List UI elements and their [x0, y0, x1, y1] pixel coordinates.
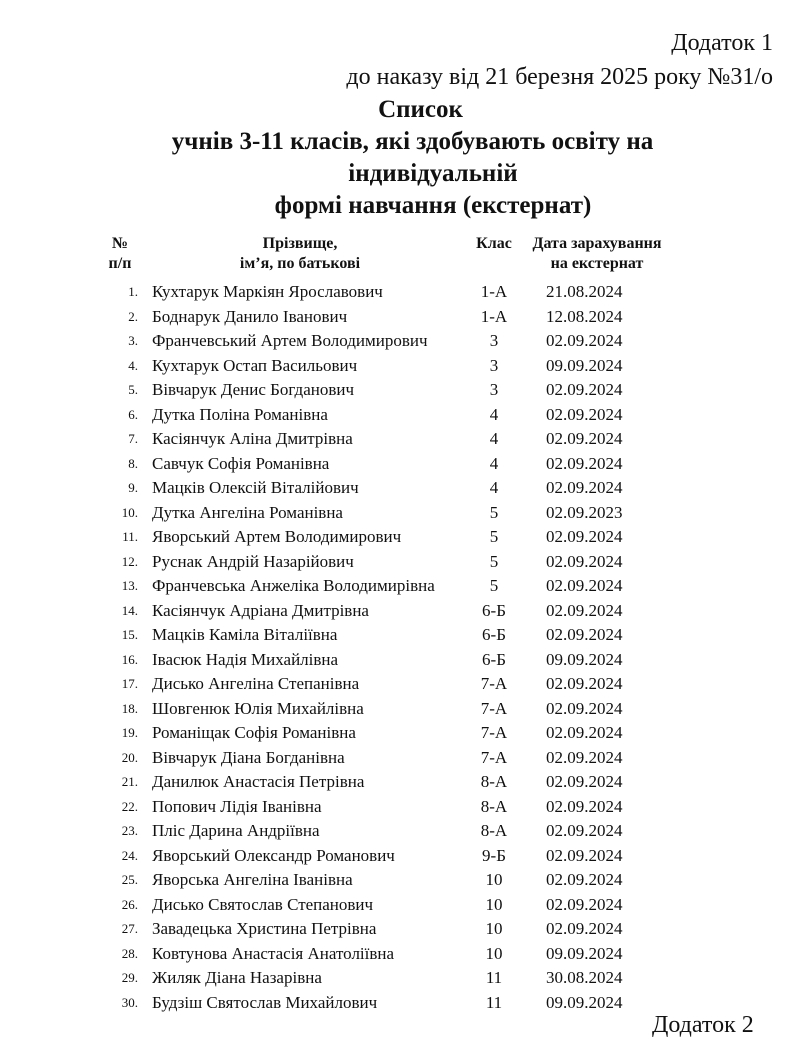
row-number: 10. [121, 504, 138, 520]
student-name: Данилюк Анастасія Петрівна [152, 772, 365, 791]
student-class: 7-А [480, 723, 508, 742]
enrollment-date: 02.09.2024 [546, 723, 623, 742]
table-row [0, 942, 811, 967]
header-date-line-1: Дата зарахування [532, 235, 662, 252]
row-number: 30. [121, 994, 138, 1010]
student-name: Жиляк Діана Назарівна [152, 968, 322, 987]
header-date-line-2: на екстернат [550, 255, 644, 272]
student-name: Шовгенюк Юлія Михайлівна [152, 698, 364, 718]
row-number: 16. [121, 651, 138, 667]
student-class: 4 [489, 453, 499, 473]
student-name: Пліс Дарина Андріївна [152, 821, 320, 840]
table-row [0, 844, 811, 869]
enrollment-date: 02.09.2024 [546, 600, 623, 620]
student-class: 7-А [480, 698, 508, 718]
table-row [0, 280, 811, 305]
student-name: Касіянчук Аліна Дмитрівна [152, 429, 353, 448]
student-list [0, 280, 811, 1015]
student-class: 11 [485, 968, 503, 987]
row-number: 17. [121, 676, 138, 691]
row-number: 23. [121, 823, 138, 838]
student-name: Ковтунова Анастасія Анатоліївна [152, 943, 395, 963]
table-row [0, 819, 811, 844]
student-class: 1-А [480, 282, 508, 301]
title-line-1: учнів 3-11 класів, які здобувають освіту на [171, 128, 654, 155]
row-number: 9. [128, 480, 138, 495]
student-class: 9-Б [482, 845, 506, 865]
header-class: Клас [476, 235, 512, 252]
table-row [0, 623, 811, 648]
table-row [0, 525, 811, 550]
enrollment-date: 09.09.2024 [546, 355, 623, 375]
table-row [0, 427, 811, 452]
row-number: 28. [121, 945, 138, 961]
row-number: 27. [121, 921, 138, 936]
enrollment-date: 09.09.2024 [546, 943, 623, 963]
student-class: 11 [485, 992, 503, 1012]
table-row [0, 697, 811, 722]
header-number [98, 234, 142, 274]
student-name: Яворська Ангеліна Іванівна [152, 870, 353, 889]
row-number: 2. [128, 308, 138, 324]
row-number: 14. [121, 602, 138, 618]
student-class: 10 [485, 870, 503, 889]
header-name-line-1: Прізвище, [262, 235, 338, 252]
student-name: Завадецька Христина Петрівна [152, 919, 377, 938]
student-name: Руснак Андрій Назарійович [152, 551, 354, 571]
table-row [0, 329, 811, 354]
enrollment-date: 02.09.2023 [546, 502, 623, 522]
table-row [0, 746, 811, 771]
student-class: 1-А [480, 306, 508, 326]
enrollment-date: 02.09.2024 [546, 845, 623, 865]
student-name: Кухтарук Остап Васильович [152, 355, 358, 375]
student-class: 6-Б [482, 600, 506, 620]
row-number: 3. [128, 333, 138, 348]
student-class: 8-А [480, 821, 508, 840]
student-class: 7-А [480, 747, 508, 767]
row-number: 29. [121, 970, 138, 985]
row-number: 25. [121, 872, 138, 887]
title-line-3: формі навчання (екстернат) [274, 192, 592, 219]
student-name: Івасюк Надія Михайлівна [152, 649, 339, 669]
enrollment-date: 02.09.2024 [546, 404, 623, 424]
student-name: Франчевський Артем Володимирович [152, 331, 428, 350]
enrollment-date: 02.09.2024 [546, 527, 623, 546]
table-row [0, 672, 811, 697]
student-name: Дисько Ангеліна Степанівна [152, 674, 360, 693]
student-class: 10 [485, 943, 503, 963]
table-row [0, 770, 811, 795]
table-row [0, 721, 811, 746]
student-name: Дутка Ангеліна Романівна [152, 502, 343, 522]
student-name: Савчук Софія Романівна [152, 453, 330, 473]
student-name: Боднарук Данило Іванович [152, 306, 348, 326]
enrollment-date: 02.09.2024 [546, 698, 623, 718]
enrollment-date: 02.09.2024 [546, 919, 623, 938]
student-name: Кухтарук Маркіян Ярославович [152, 282, 383, 301]
table-row [0, 403, 811, 428]
enrollment-date: 02.09.2024 [546, 576, 623, 595]
student-class: 6-Б [482, 649, 506, 669]
enrollment-date: 02.09.2024 [546, 772, 623, 791]
student-name: Дутка Поліна Романівна [152, 404, 328, 424]
table-row [0, 476, 811, 501]
student-name: Яворський Артем Володимирович [152, 527, 402, 546]
header-name [150, 234, 450, 274]
student-name: Дисько Святослав Степанович [152, 894, 374, 914]
enrollment-date: 02.09.2024 [546, 429, 623, 448]
student-name: Мацків Каміла Віталіївна [152, 625, 338, 644]
table-row [0, 917, 811, 942]
student-name: Романіщак Софія Романівна [152, 723, 356, 742]
enrollment-date: 12.08.2024 [546, 306, 623, 326]
row-number: 26. [121, 896, 138, 912]
table-row [0, 868, 811, 893]
row-number: 18. [121, 700, 138, 716]
row-number: 22. [121, 798, 138, 814]
student-class: 7-А [480, 674, 508, 693]
enrollment-date: 02.09.2024 [546, 380, 623, 399]
table-row [0, 305, 811, 330]
row-number: 7. [128, 431, 138, 446]
row-number: 11. [122, 529, 138, 544]
student-class: 5 [489, 527, 499, 546]
table-row [0, 501, 811, 526]
row-number: 4. [128, 357, 138, 373]
row-number: 15. [121, 627, 138, 642]
student-class: 5 [489, 551, 499, 571]
table-row [0, 452, 811, 477]
enrollment-date: 02.09.2024 [546, 894, 623, 914]
student-class: 10 [485, 919, 503, 938]
enrollment-date: 21.08.2024 [546, 282, 623, 301]
table-row [0, 574, 811, 599]
enrollment-date: 02.09.2024 [546, 821, 623, 840]
student-class: 3 [489, 331, 499, 350]
enrollment-date: 02.09.2024 [546, 625, 623, 644]
enrollment-date: 02.09.2024 [546, 747, 623, 767]
enrollment-date: 02.09.2024 [546, 674, 623, 693]
row-number: 8. [128, 455, 138, 471]
student-class: 5 [489, 576, 499, 595]
student-name: Касіянчук Адріана Дмитрівна [152, 600, 369, 620]
table-row [0, 378, 811, 403]
student-class: 8-А [480, 772, 508, 791]
order-reference: до наказу від 21 березня 2025 року №31/о [346, 64, 773, 90]
student-name: Будзіш Святослав Михайлович [152, 992, 378, 1012]
document-title [0, 94, 811, 222]
row-number: 20. [121, 749, 138, 765]
row-number: 12. [121, 553, 138, 569]
header-number-line-1: № [111, 235, 129, 252]
student-class: 3 [489, 355, 499, 375]
row-number: 19. [121, 725, 138, 740]
enrollment-date: 02.09.2024 [546, 551, 623, 571]
appendix-label: Додаток 1 [671, 30, 773, 56]
student-name: Вівчарук Діана Богданівна [152, 747, 345, 767]
student-class: 4 [489, 404, 499, 424]
table-row [0, 354, 811, 379]
title-heading: Список [378, 96, 463, 123]
header-name-line-2: ім’я, по батькові [239, 255, 361, 272]
row-number: 6. [128, 406, 138, 422]
title-line-2: індивідуальній [348, 160, 518, 187]
student-name: Яворський Олександр Романович [152, 845, 395, 865]
enrollment-date: 02.09.2024 [546, 331, 623, 350]
student-name: Попович Лідія Іванівна [152, 796, 322, 816]
student-name: Мацків Олексій Віталійович [152, 478, 359, 497]
table-row [0, 550, 811, 575]
student-class: 6-Б [482, 625, 506, 644]
table-row [0, 893, 811, 918]
row-number: 1. [128, 284, 138, 299]
table-row [0, 795, 811, 820]
table-row [0, 599, 811, 624]
student-name: Франчевська Анжеліка Володимирівна [152, 576, 435, 595]
row-number: 5. [128, 382, 138, 397]
student-class: 4 [489, 478, 499, 497]
table-row [0, 966, 811, 991]
enrollment-date: 02.09.2024 [546, 453, 623, 473]
next-page-fragment: Додаток 2 [652, 1012, 754, 1038]
student-class: 3 [489, 380, 499, 399]
student-class: 8-А [480, 796, 508, 816]
row-number: 21. [121, 774, 138, 789]
table-row [0, 648, 811, 673]
student-class: 4 [489, 429, 499, 448]
enrollment-date: 30.08.2024 [546, 968, 623, 987]
enrollment-date: 02.09.2024 [546, 796, 623, 816]
enrollment-date: 02.09.2024 [546, 478, 623, 497]
enrollment-date: 09.09.2024 [546, 992, 623, 1012]
student-class: 5 [489, 502, 499, 522]
student-name: Вівчарук Денис Богданович [152, 380, 355, 399]
enrollment-date: 09.09.2024 [546, 649, 623, 669]
header-number-line-2: п/п [108, 255, 132, 272]
enrollment-date: 02.09.2024 [546, 870, 623, 889]
row-number: 24. [121, 847, 138, 863]
student-class: 10 [485, 894, 503, 914]
header-date [515, 234, 679, 274]
row-number: 13. [121, 578, 138, 593]
